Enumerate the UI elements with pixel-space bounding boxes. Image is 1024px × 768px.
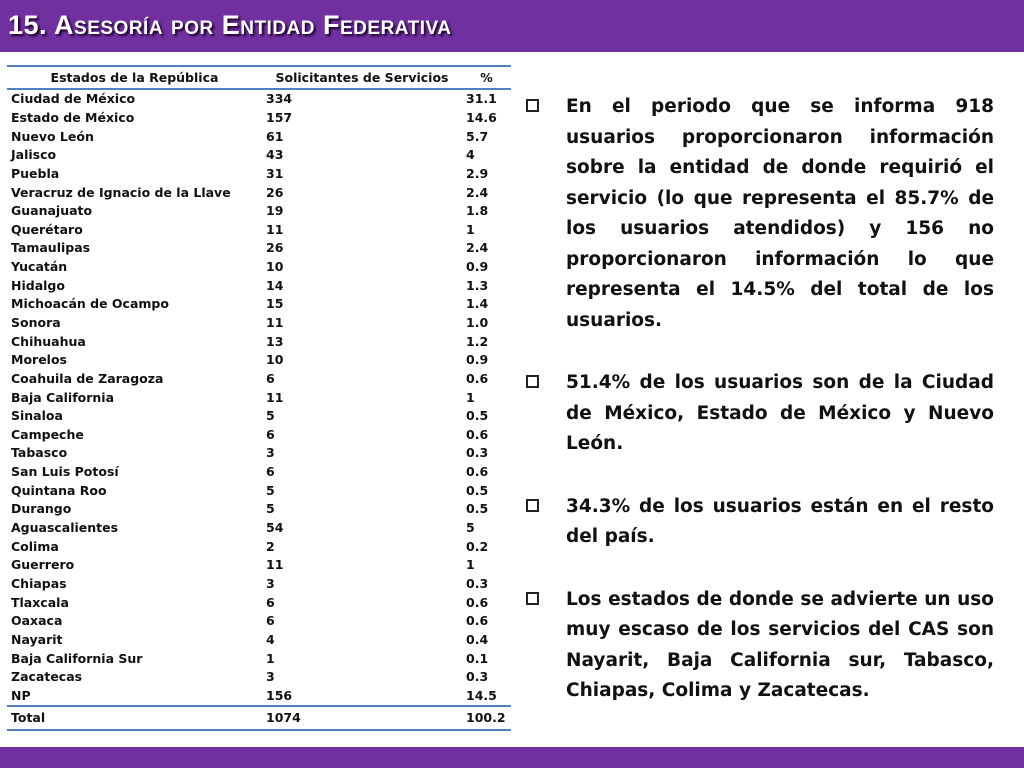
table-row bbox=[7, 109, 511, 128]
table-row bbox=[7, 258, 511, 277]
cell-percent: 1.4 bbox=[466, 296, 489, 312]
cell-applicants: 6 bbox=[266, 613, 275, 629]
cell-applicants: 11 bbox=[266, 221, 284, 237]
cell-applicants: 61 bbox=[266, 128, 284, 144]
table-header-row bbox=[7, 66, 511, 89]
cell-applicants: 6 bbox=[266, 594, 275, 610]
table-row bbox=[7, 295, 511, 314]
table-row bbox=[7, 351, 511, 370]
table-row bbox=[7, 127, 511, 146]
cell-applicants: 11 bbox=[266, 389, 284, 405]
cell-state: Aguascalientes bbox=[11, 520, 119, 536]
cell-applicants: 14 bbox=[266, 277, 284, 293]
table-row bbox=[7, 276, 511, 295]
bullet-item bbox=[522, 368, 994, 460]
header-percent: % bbox=[462, 66, 511, 89]
cell-percent: 2.4 bbox=[466, 184, 489, 200]
table-row bbox=[7, 370, 511, 389]
cell-applicants: 26 bbox=[266, 184, 284, 200]
cell-state: Baja California bbox=[11, 389, 115, 405]
table-row bbox=[7, 332, 511, 351]
cell-state: Nayarit bbox=[11, 631, 63, 647]
cell-applicants: 3 bbox=[266, 669, 275, 685]
cell-applicants: 157 bbox=[266, 109, 293, 125]
cell-applicants: 10 bbox=[266, 352, 284, 368]
cell-state: Oaxaca bbox=[11, 613, 63, 629]
table-row bbox=[7, 183, 511, 202]
cell-state: Estado de México bbox=[11, 109, 135, 125]
cell-percent: 1.3 bbox=[466, 277, 489, 293]
cell-state: Quintana Roo bbox=[11, 482, 107, 498]
cell-applicants: 15 bbox=[266, 296, 284, 312]
cell-applicants: 11 bbox=[266, 315, 284, 330]
bullet-item bbox=[522, 492, 994, 553]
cell-percent: 0.4 bbox=[466, 631, 489, 647]
cell-state: Baja California Sur bbox=[11, 650, 143, 666]
cell-state: Campeche bbox=[11, 426, 84, 442]
cell-applicants: 5 bbox=[266, 501, 275, 517]
cell-state: Chihuahua bbox=[11, 333, 86, 349]
table-row bbox=[7, 314, 511, 333]
cell-applicants: 31 bbox=[266, 165, 284, 181]
checkbox-bullet-icon bbox=[526, 499, 539, 512]
checkbox-bullet-icon bbox=[526, 99, 539, 112]
cell-state: Coahuila de Zaragoza bbox=[11, 370, 164, 386]
table-row bbox=[7, 649, 511, 668]
cell-percent: 5.7 bbox=[466, 128, 489, 144]
cell-applicants: 5 bbox=[266, 408, 275, 424]
cell-applicants: 6 bbox=[266, 464, 275, 480]
cell-applicants: 4 bbox=[266, 631, 275, 647]
cell-applicants: 11 bbox=[266, 557, 284, 573]
cell-state: Veracruz de Ignacio de la Llave bbox=[11, 184, 231, 200]
bottom-bar bbox=[0, 747, 1024, 768]
cell-percent: 0.2 bbox=[466, 538, 489, 554]
cell-percent: 1 bbox=[466, 557, 475, 573]
cell-applicants: 6 bbox=[266, 426, 275, 442]
cell-applicants: 156 bbox=[266, 687, 293, 703]
table-row bbox=[7, 388, 511, 407]
cell-percent: 14.5 bbox=[466, 687, 497, 703]
title-bar bbox=[0, 0, 1024, 52]
cell-applicants: 1 bbox=[266, 650, 275, 666]
cell-state: San Luis Potosí bbox=[11, 464, 119, 480]
table-row bbox=[7, 463, 511, 482]
cell-state: Guerrero bbox=[11, 557, 75, 573]
cell-percent: 0.6 bbox=[466, 370, 489, 386]
cell-applicants: 54 bbox=[266, 520, 284, 536]
cell-percent: 2.9 bbox=[466, 165, 489, 181]
cell-applicants: 3 bbox=[266, 575, 275, 591]
cell-percent: 4 bbox=[466, 147, 475, 163]
cell-state: Morelos bbox=[11, 352, 67, 368]
header-states: Estados de la República bbox=[7, 66, 262, 89]
cell-percent: 1 bbox=[466, 389, 475, 405]
table-row bbox=[7, 631, 511, 650]
cell-state: Jalisco bbox=[11, 147, 57, 163]
cell-percent: 0.5 bbox=[466, 501, 489, 517]
cell-percent: 0.9 bbox=[466, 352, 489, 368]
cell-state: Tamaulipas bbox=[11, 240, 91, 256]
table-row bbox=[7, 668, 511, 687]
table-row bbox=[7, 407, 511, 426]
table-body bbox=[7, 89, 511, 730]
cell-applicants: 13 bbox=[266, 333, 284, 349]
cell-state: Querétaro bbox=[11, 221, 83, 237]
cell-state: Hidalgo bbox=[11, 277, 65, 293]
table-row bbox=[7, 202, 511, 221]
cell-percent: 2.4 bbox=[466, 240, 489, 256]
cell-state: Chiapas bbox=[11, 575, 67, 591]
cell-applicants: 3 bbox=[266, 445, 275, 461]
cell-percent: 1.0 bbox=[466, 315, 489, 330]
table-row bbox=[7, 612, 511, 631]
total-applicants: 1074 bbox=[262, 706, 462, 730]
cell-state: Guanajuato bbox=[11, 203, 93, 219]
cell-percent: 0.5 bbox=[466, 482, 489, 498]
cell-percent: 0.9 bbox=[466, 259, 489, 275]
table-row bbox=[7, 426, 511, 445]
cell-percent: 1.2 bbox=[466, 333, 489, 349]
cell-percent: 1.8 bbox=[466, 203, 489, 219]
cell-state: Sinaloa bbox=[11, 408, 63, 424]
table-row bbox=[7, 444, 511, 463]
bullet-item bbox=[522, 92, 994, 336]
bullet-item bbox=[522, 585, 994, 707]
table-row bbox=[7, 146, 511, 165]
cell-percent: 0.6 bbox=[466, 613, 489, 629]
table-row bbox=[7, 687, 511, 707]
cell-percent: 0.3 bbox=[466, 445, 489, 461]
cell-applicants: 2 bbox=[266, 538, 275, 554]
bullet-text: Los estados de donde se advierte un uso muy escaso de los servicios del CAS son Nayarit, Baja California sur, Tabasco, Chiapas, Colima y Zacatecas. bbox=[566, 588, 994, 701]
bullet-text: 51.4% de los usuarios son de la Ciudad de México, Estado de México y Nuevo León. bbox=[566, 372, 994, 454]
total-label: Total bbox=[7, 706, 262, 730]
cell-applicants: 26 bbox=[266, 240, 284, 256]
table-row bbox=[7, 593, 511, 612]
cell-state: Durango bbox=[11, 501, 72, 517]
cell-percent: 0.3 bbox=[466, 669, 489, 685]
cell-state: Puebla bbox=[11, 165, 60, 181]
table-row bbox=[7, 556, 511, 575]
table-row bbox=[7, 239, 511, 258]
cell-state: NP bbox=[11, 687, 31, 703]
cell-state: Tabasco bbox=[11, 445, 68, 461]
table-row bbox=[7, 519, 511, 538]
bullet-list bbox=[522, 92, 994, 739]
cell-state: Yucatán bbox=[11, 259, 68, 275]
cell-state: Zacatecas bbox=[11, 669, 83, 685]
cell-state: Ciudad de México bbox=[11, 91, 136, 107]
bullet-text: En el periodo que se informa 918 usuarios proporcionaron información sobre la entidad de donde requirió el servicio (lo que representa el 85.7% de los usuarios atendidos) y 156 no proporcionaron información lo que representa el 14.5% del total de los usuarios. bbox=[566, 96, 994, 331]
table-row bbox=[7, 537, 511, 556]
cell-percent: 0.3 bbox=[466, 575, 489, 591]
total-percent: 100.2 bbox=[462, 706, 511, 730]
cell-state: Nuevo León bbox=[11, 128, 94, 144]
cell-percent: 0.6 bbox=[466, 594, 489, 610]
checkbox-bullet-icon bbox=[526, 375, 539, 388]
table-row bbox=[7, 500, 511, 519]
cell-percent: 1 bbox=[466, 221, 475, 237]
cell-state: Tlaxcala bbox=[11, 594, 69, 610]
cell-applicants: 10 bbox=[266, 259, 284, 275]
cell-applicants: 43 bbox=[266, 147, 284, 163]
table-total-row bbox=[7, 706, 511, 730]
cell-applicants: 5 bbox=[266, 482, 275, 498]
cell-percent: 0.5 bbox=[466, 408, 489, 424]
states-table bbox=[7, 65, 511, 731]
header-applicants: Solicitantes de Servicios bbox=[262, 66, 462, 89]
cell-percent: 0.6 bbox=[466, 426, 489, 442]
cell-state: Colima bbox=[11, 538, 59, 554]
table-row bbox=[7, 481, 511, 500]
cell-percent: 14.6 bbox=[466, 109, 497, 125]
cell-percent: 0.1 bbox=[466, 650, 489, 666]
slide-title: 15. Asesoría por Entidad Federativa bbox=[8, 10, 452, 40]
cell-percent: 5 bbox=[466, 520, 475, 536]
states-table-container bbox=[7, 65, 511, 731]
cell-percent: 31.1 bbox=[466, 91, 497, 107]
cell-applicants: 19 bbox=[266, 203, 284, 219]
cell-percent: 0.6 bbox=[466, 464, 489, 480]
checkbox-bullet-icon bbox=[526, 592, 539, 605]
cell-state: Michoacán de Ocampo bbox=[11, 296, 169, 312]
cell-applicants: 334 bbox=[266, 91, 293, 107]
cell-state: Sonora bbox=[11, 315, 61, 330]
table-row bbox=[7, 89, 511, 109]
cell-applicants: 6 bbox=[266, 370, 275, 386]
table-row bbox=[7, 575, 511, 594]
bullet-text: 34.3% de los usuarios están en el resto del país. bbox=[566, 495, 994, 547]
table-row bbox=[7, 220, 511, 239]
table-row bbox=[7, 165, 511, 184]
